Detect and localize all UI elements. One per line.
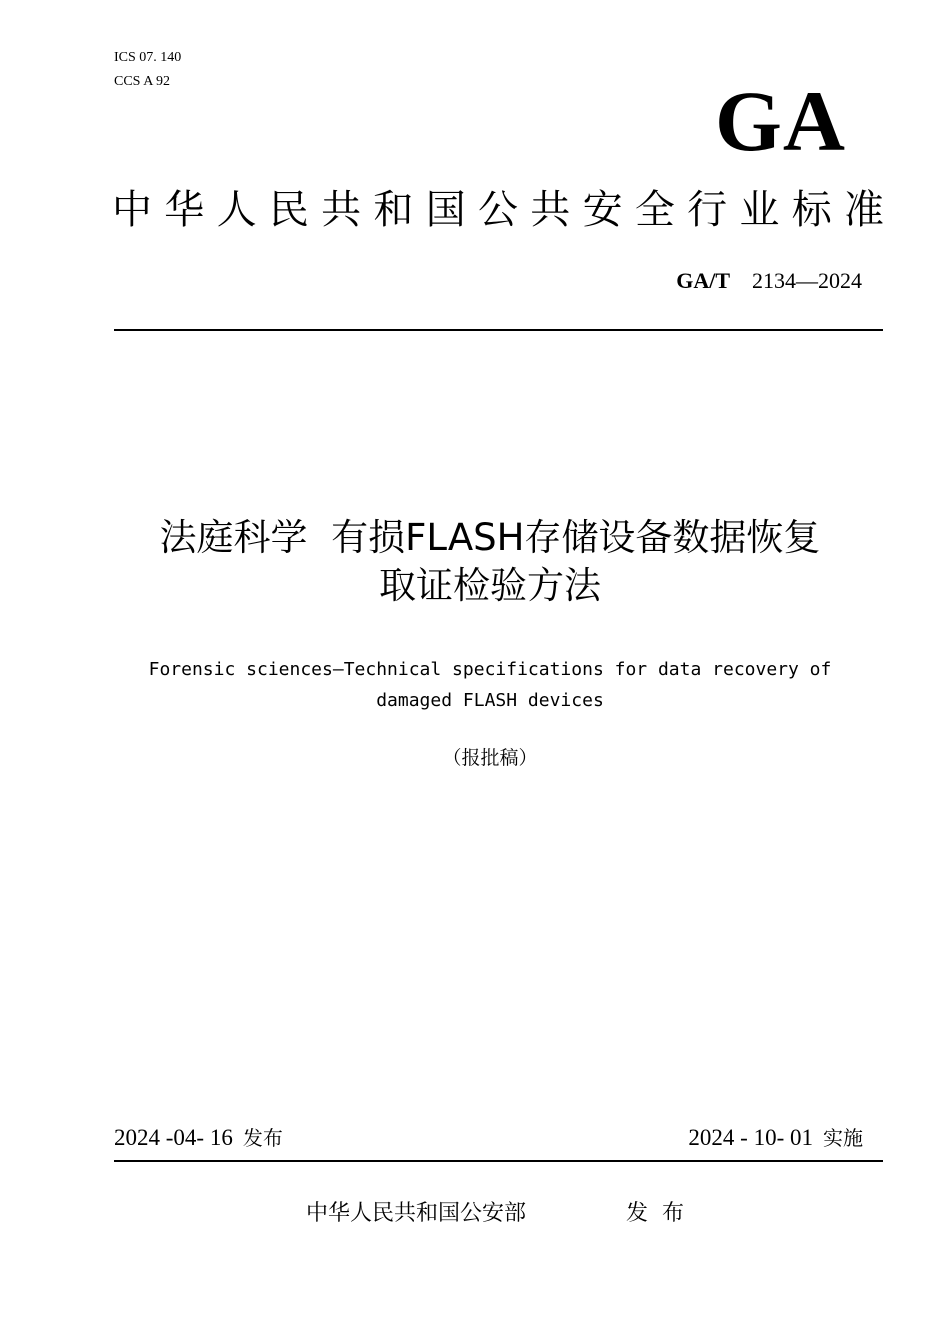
issue-date: 2024 -04- 16: [114, 1125, 233, 1150]
issue-label: 发布: [242, 1126, 283, 1150]
implement-label: 实施: [823, 1126, 863, 1150]
ccs-code: CCS A 92: [114, 74, 171, 89]
document-title: [100, 514, 880, 610]
english-title: [100, 654, 880, 716]
english-title-line-1: Forensic sciences—Technical specifications for data recovery of: [148, 659, 832, 680]
implement-date-line: [688, 1124, 863, 1152]
publish-action: 发布: [626, 1201, 699, 1226]
issue-date-line: [114, 1124, 283, 1152]
ga-logo: GA: [715, 73, 846, 169]
bottom-divider: [114, 1160, 883, 1162]
publisher: 中华人民共和国公安部: [306, 1201, 527, 1226]
standard-category-title: 中华人民共和国公共安全行业标准: [112, 187, 884, 233]
draft-status: （报批稿）: [442, 747, 538, 769]
document-title-line-1: 法庭科学 有损FLASH存储设备数据恢复: [159, 516, 821, 559]
english-title-line-2: damaged FLASH devices: [376, 690, 604, 711]
standard-code-prefix: GA/T: [676, 268, 730, 293]
ics-code: ICS 07. 140: [114, 50, 182, 65]
top-divider: [114, 329, 883, 331]
standard-code: [676, 267, 862, 295]
document-title-line-2: 取证检验方法: [379, 564, 601, 607]
standard-code-number: 2134—2024: [752, 268, 862, 293]
implement-date: 2024 - 10- 01: [688, 1125, 813, 1150]
